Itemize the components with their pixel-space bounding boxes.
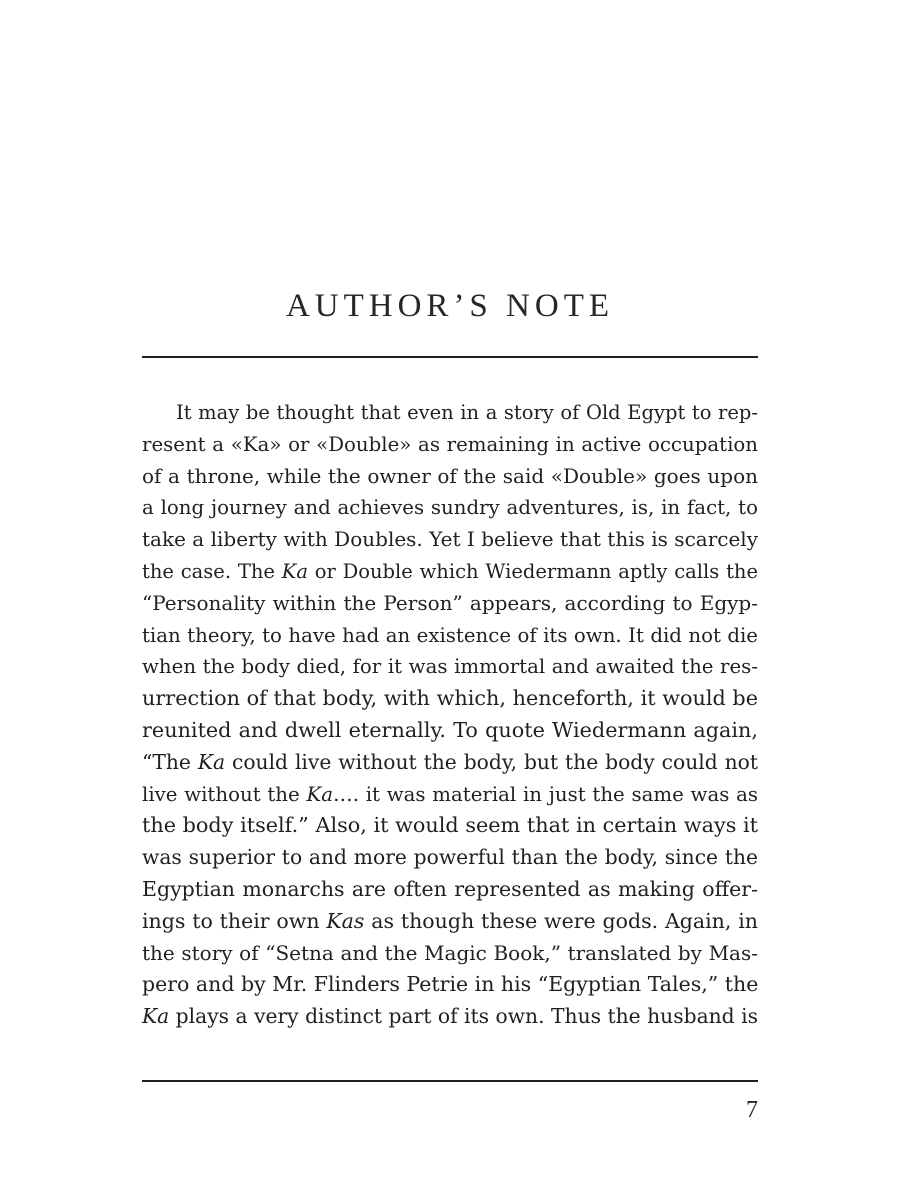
page-title: AUTHOR’S NOTE — [285, 288, 615, 324]
text-segment: …. it was material in just the same was as — [332, 782, 758, 806]
italic-term: Ka — [142, 1004, 170, 1029]
text-line — [142, 810, 758, 842]
text-line — [142, 492, 758, 524]
text-segment: live without the — [142, 782, 307, 806]
text-segment: It may be thought that even in a story of Old Egypt to rep- — [176, 401, 758, 424]
text-line — [142, 715, 758, 747]
text-segment: “Personality within the Person” appears, according to Egyp- — [142, 590, 758, 615]
text-line — [142, 620, 758, 652]
text-segment: the body itself.” Also, it would seem that in certain ways it — [142, 813, 758, 838]
text-line — [142, 874, 758, 906]
text-line — [142, 556, 758, 588]
text-line — [142, 842, 758, 874]
text-segment: the story of “Setna and the Magic Book,” translated by Mas- — [142, 940, 758, 965]
text-line — [142, 397, 758, 429]
text-line — [142, 524, 758, 556]
text-segment: reunited and dwell eternally. To quote Wiedermann again, — [142, 717, 758, 742]
text-segment: ings to their own — [142, 908, 327, 933]
text-line — [142, 651, 758, 683]
text-segment: plays a very distinct part of its own. Thus the husband is — [169, 1004, 758, 1029]
text-line — [142, 588, 758, 620]
italic-term: Ka — [306, 782, 333, 806]
text-segment: or Double which Wiedermann aptly calls the — [307, 559, 758, 583]
italic-term: Kas — [326, 908, 365, 933]
title-divider — [142, 356, 758, 358]
text-segment: the case. The — [142, 559, 282, 583]
text-line — [142, 1001, 758, 1033]
text-line — [142, 969, 758, 1001]
text-segment: Egyptian monarchs are often represented as making offer- — [142, 876, 758, 901]
italic-term: Ka — [281, 559, 308, 583]
body-text — [142, 397, 758, 1033]
text-segment: “The — [142, 749, 198, 774]
text-segment: resent a «Ka» or «Double» as remaining in active occupation — [142, 432, 758, 456]
text-line — [142, 779, 758, 811]
text-segment: take a liberty with Doubles. Yet I believe that this is scarcely — [142, 527, 758, 552]
text-segment: urrection of that body, with which, henceforth, it would be — [142, 686, 758, 711]
text-segment: of a throne, while the owner of the said «Double» goes upon — [142, 463, 758, 488]
text-segment: pero and by Mr. Flinders Petrie in his “Egyptian Tales,” the — [142, 972, 759, 997]
text-line — [142, 461, 758, 493]
text-line — [142, 906, 758, 938]
text-segment: was superior to and more powerful than the body, since the — [142, 845, 758, 870]
text-line — [142, 747, 758, 779]
text-segment: when the body died, for it was immortal and awaited the res- — [142, 655, 758, 679]
text-segment: could live without the body, but the body could not — [225, 749, 758, 774]
text-line — [142, 938, 758, 970]
italic-term: Ka — [197, 749, 226, 774]
text-line — [142, 683, 758, 715]
text-segment: a long journey and achieves sundry adventures, is, in fact, to — [142, 496, 758, 520]
text-line — [142, 429, 758, 461]
text-segment: as though these were gods. Again, in — [364, 908, 758, 933]
text-segment: tian theory, to have had an existence of its own. It did not die — [142, 623, 758, 647]
page-number: 7 — [746, 1097, 758, 1123]
footer-divider — [142, 1080, 758, 1082]
